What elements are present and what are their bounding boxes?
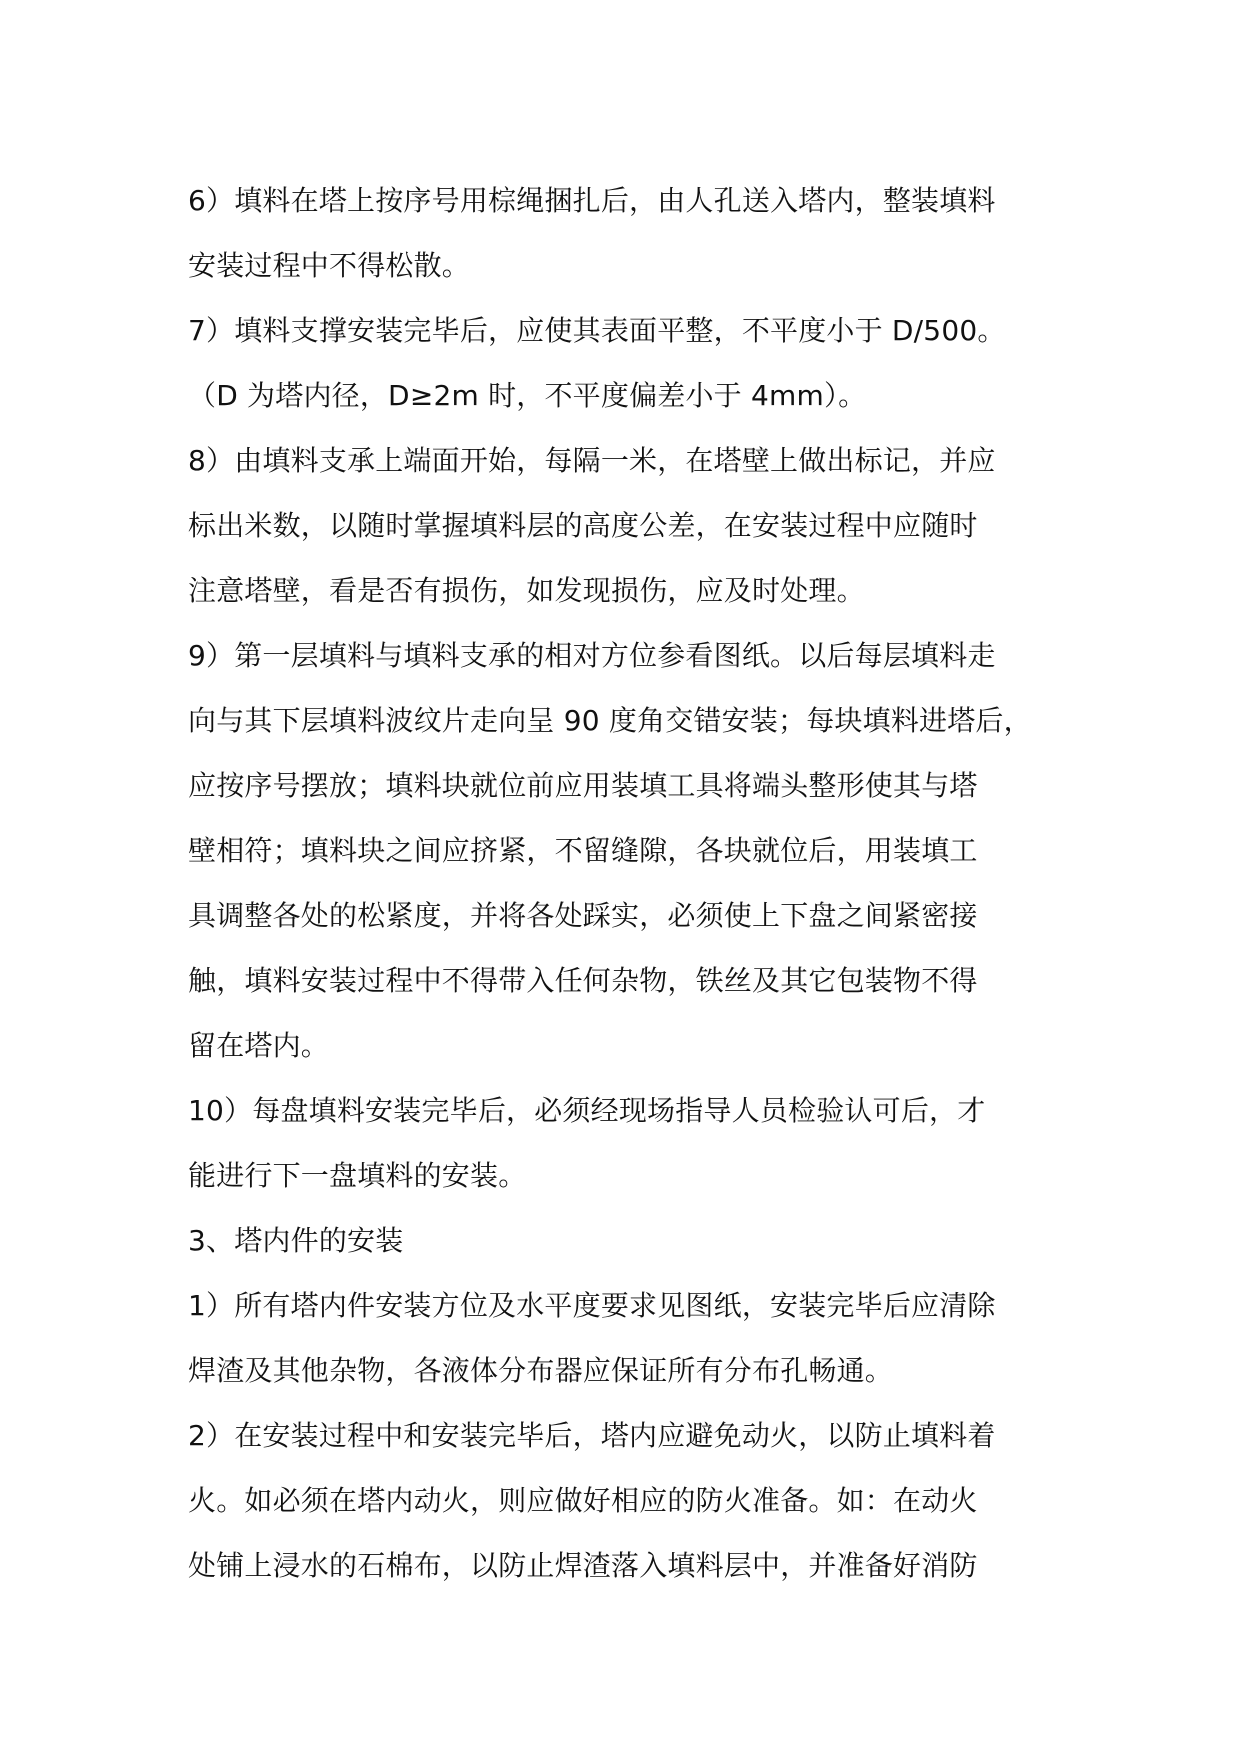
- text-line-20: 2）在安装过程中和安装完毕后，塔内应避免动火，以防止填料着: [188, 1419, 996, 1452]
- text-line-8: 9）第一层填料与填料支承的相对方位参看图纸。以后每层填料走: [188, 639, 996, 672]
- text-line-1: 6）填料在塔上按序号用棕绳捆扎后，由人孔送入塔内，整装填料: [188, 184, 996, 217]
- text-line-7: 注意塔壁，看是否有损伤，如发现损伤，应及时处理。: [188, 574, 865, 607]
- text-line-5: 8）由填料支承上端面开始，每隔一米，在塔壁上做出标记，并应: [188, 444, 996, 477]
- document-body: [188, 168, 1068, 1598]
- text-line-14: 留在塔内。: [188, 1029, 330, 1062]
- text-line-15: 10）每盘填料安装完毕后，必须经现场指导人员检验认可后，才: [188, 1094, 986, 1127]
- text-line-22: 处铺上浸水的石棉布，以防止焊渣落入填料层中，并准备好消防: [188, 1549, 978, 1582]
- text-line-9: 向与其下层填料波纹片走向呈 90 度角交错安装；每块填料进塔后，: [188, 704, 1032, 737]
- text-line-4: （D 为塔内径，D≥2m 时，不平度偏差小于 4mm）。: [188, 379, 867, 412]
- text-line-11: 壁相符；填料块之间应挤紧，不留缝隙，各块就位后，用装填工: [188, 834, 978, 867]
- text-line-16: 能进行下一盘填料的安装。: [188, 1159, 527, 1192]
- text-line-10: 应按序号摆放；填料块就位前应用装填工具将端头整形使其与塔: [188, 769, 978, 802]
- text-line-19: 焊渣及其他杂物，各液体分布器应保证所有分布孔畅通。: [188, 1354, 894, 1387]
- section-heading: 3、塔内件的安装: [188, 1224, 404, 1257]
- text-line-3: 7）填料支撑安装完毕后，应使其表面平整，不平度小于 D/500。: [188, 314, 1006, 347]
- text-line-2: 安装过程中不得松散。: [188, 249, 471, 282]
- text-line-12: 具调整各处的松紧度，并将各处踩实，必须使上下盘之间紧密接: [188, 899, 978, 932]
- text-line-6: 标出米数，以随时掌握填料层的高度公差，在安装过程中应随时: [188, 509, 978, 542]
- text-line-21: 火。如必须在塔内动火，则应做好相应的防火准备。如：在动火: [188, 1484, 978, 1517]
- text-line-13: 触，填料安装过程中不得带入任何杂物，铁丝及其它包装物不得: [188, 964, 978, 997]
- text-line-18: 1）所有塔内件安装方位及水平度要求见图纸，安装完毕后应清除: [188, 1289, 996, 1322]
